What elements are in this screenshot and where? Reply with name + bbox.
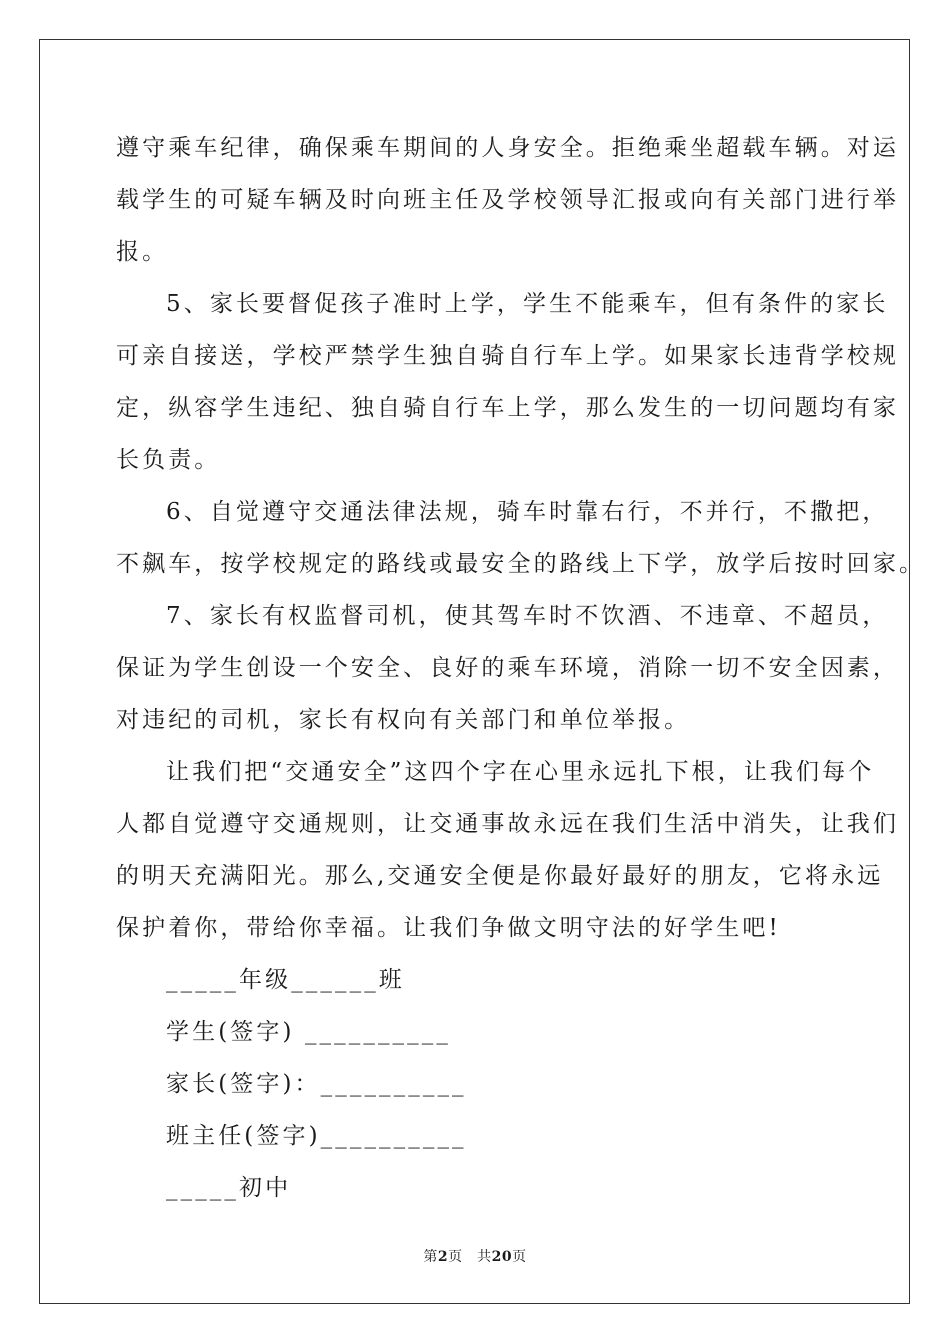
paragraph-line: 对违纪的司机，家长有权向有关部门和单位举报。 [116, 707, 691, 733]
school-field-line: _____初中 [166, 1175, 292, 1201]
paragraph-line: 报。 [116, 239, 169, 265]
paragraph-line: 6、自觉遵守交通法律法规，骑车时靠右行，不并行，不撒把， [166, 499, 889, 525]
paragraph-line: 长负责。 [116, 447, 221, 473]
paragraph-line: 可亲自接送，学校严禁学生独自骑自行车上学。如果家长违背学校规 [116, 343, 899, 369]
paragraph-line: 遵守乘车纪律，确保乘车期间的人身安全。拒绝乘坐超载车辆。对运 [116, 135, 899, 161]
current-page-number: 2 [437, 1249, 449, 1265]
total-page-number: 20 [491, 1249, 513, 1265]
paragraph-line: 7、家长有权监督司机，使其驾车时不饮酒、不违章、不超员， [166, 603, 889, 629]
footer-prefix: 第 [423, 1249, 438, 1265]
paragraph-line: 的明天充满阳光。那么,交通安全便是你最好最好的朋友，它将永远 [116, 863, 884, 889]
teacher-signature-line: 班主任(签字)__________ [166, 1123, 467, 1149]
page-footer [0, 1246, 950, 1266]
footer-suffix: 页 [512, 1249, 527, 1265]
footer-mid: 页 共 [448, 1249, 492, 1265]
paragraph-line: 不飙车，按学校规定的路线或最安全的路线上下学，放学后按时回家。 [116, 551, 926, 577]
paragraph-line: 保证为学生创设一个安全、良好的乘车环境，消除一切不安全因素， [116, 655, 899, 681]
parent-signature-line: 家长(签字)：__________ [166, 1071, 467, 1097]
paragraph-line: 5、家长要督促孩子准时上学，学生不能乘车，但有条件的家长 [166, 291, 889, 317]
student-signature-line: 学生(签字) __________ [166, 1019, 451, 1045]
class-field-line: _____年级______班 [166, 967, 405, 993]
paragraph-line: 让我们把“交通安全”这四个字在心里永远扎下根，让我们每个 [166, 759, 875, 785]
paragraph-line: 载学生的可疑车辆及时向班主任及学校领导汇报或向有关部门进行举 [116, 187, 899, 213]
document-body [116, 122, 926, 1214]
paragraph-line: 定，纵容学生违纪、独自骑自行车上学，那么发生的一切问题均有家 [116, 395, 899, 421]
paragraph-line: 人都自觉遵守交通规则，让交通事故永远在我们生活中消失，让我们 [116, 811, 899, 837]
paragraph-line: 保护着你，带给你幸福。让我们争做文明守法的好学生吧! [116, 915, 781, 941]
